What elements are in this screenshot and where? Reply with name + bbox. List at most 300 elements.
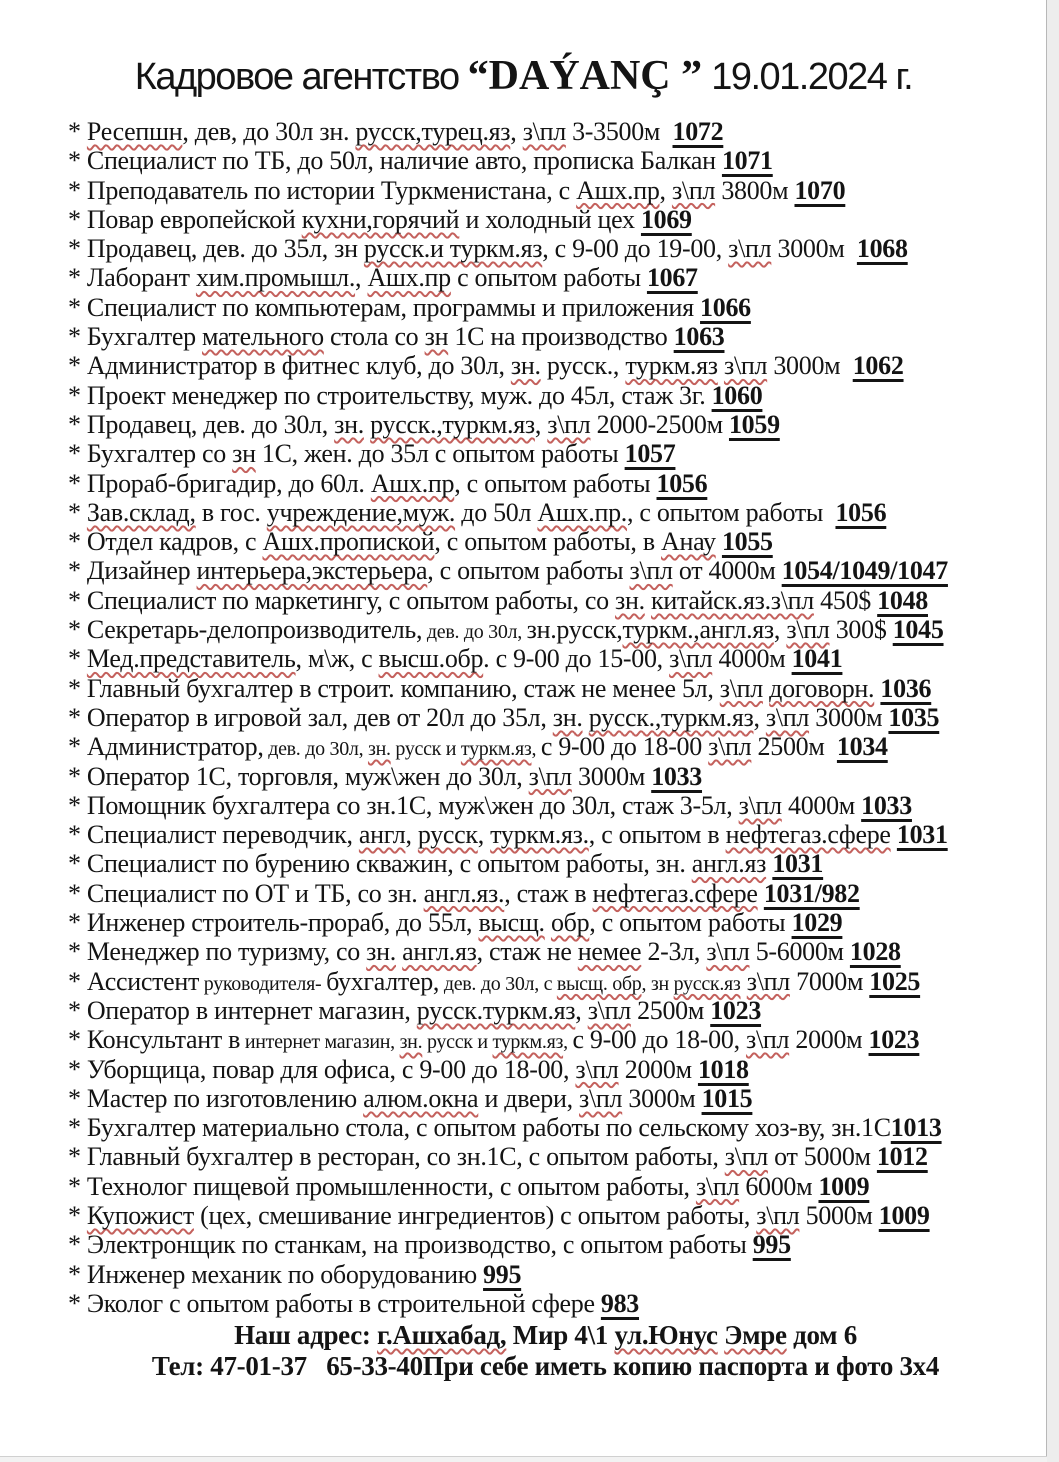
text-segment: туркм.яз <box>460 738 532 761</box>
text-segment: зн <box>424 322 449 352</box>
text-segment: з\пл <box>528 761 572 791</box>
text-segment: Ресепшн <box>86 117 183 146</box>
agency-address <box>44 1320 1047 1351</box>
text-segment: , <box>575 995 588 1025</box>
bullet-asterisk: * <box>68 439 87 469</box>
text-segment: Специалист по бурению скважин, с опытом работы, зн. <box>86 849 692 879</box>
text-segment: , с 9-00 до 19-00, <box>542 234 729 264</box>
text-segment: Продавец, дев. до 35л, зн <box>86 234 364 264</box>
text-segment: Специалист переводчик, <box>86 820 359 850</box>
text-segment: русск <box>417 820 478 850</box>
text-segment: зн. <box>552 702 583 732</box>
text-segment: 3800м <box>715 175 795 205</box>
text-segment: Инженер строитель-прораб, до 55л, <box>86 908 479 938</box>
job-listing-row <box>68 439 1047 468</box>
text-segment: (цех, смешивание ингредиентов) с опытом работы, <box>193 1200 757 1230</box>
bullet-asterisk: * <box>68 1259 87 1289</box>
job-listing-row <box>68 849 1047 878</box>
text-segment: Бухгалтер материально стола, с опытом работы по сельскому хоз-ву, зн.1С <box>86 1113 891 1143</box>
text-segment: Секретарь-делопроизводитель, <box>86 615 423 645</box>
text-segment: 7000м <box>789 966 870 996</box>
job-listing-row <box>68 967 1047 996</box>
text-segment: интернет магазин, <box>240 1031 400 1054</box>
text-segment: русск.,туркм.яз <box>588 702 754 732</box>
text-segment: Ашх.пропиской <box>262 527 435 557</box>
text-segment: англ.яз <box>691 849 767 879</box>
job-listing-row <box>68 615 1047 644</box>
text-segment: бухгалтер, <box>326 966 440 996</box>
bullet-asterisk: * <box>68 790 87 820</box>
bullet-asterisk: * <box>68 937 87 967</box>
text-segment: 2000м <box>618 1054 698 1084</box>
text-segment: з\пл <box>724 1142 768 1172</box>
text-segment: , с опытом работы <box>454 468 657 498</box>
bullet-asterisk: * <box>68 1142 87 1172</box>
job-listing-row <box>68 1084 1047 1113</box>
text-segment: , <box>753 702 766 732</box>
text-segment: 450$ <box>813 585 878 615</box>
vacancy-number: 1054/1049/1047 <box>781 556 948 586</box>
text-segment: англ <box>358 820 406 850</box>
vacancy-number: 1067 <box>646 263 698 293</box>
job-listing-row <box>68 205 1047 234</box>
bullet-asterisk: * <box>68 1230 87 1260</box>
text-segment: в гос. <box>195 497 267 527</box>
text-segment: з\пл <box>587 995 631 1025</box>
bullet-asterisk: * <box>68 351 87 381</box>
text-segment: стола со <box>323 322 425 352</box>
text-segment: высщ. <box>478 908 545 938</box>
vacancy-number: 1066 <box>700 292 751 322</box>
text-segment: русск.яз <box>673 972 741 995</box>
vacancy-number: 1057 <box>624 439 676 469</box>
bullet-asterisk: * <box>68 1113 87 1143</box>
vacancy-number: 995 <box>483 1259 522 1289</box>
text-segment: , <box>405 820 418 850</box>
vacancy-number: 1045 <box>892 615 944 645</box>
text-segment: 6000м <box>739 1171 819 1201</box>
text-segment: туркм.,англ.яз <box>622 615 774 645</box>
vacancy-number: 1012 <box>876 1142 928 1172</box>
vacancy-number: 1031 <box>772 849 824 879</box>
job-listing-row <box>68 176 1047 205</box>
job-listing-row <box>68 674 1047 703</box>
text-segment: зн. <box>510 351 541 381</box>
text-segment: Дизайнер <box>86 556 197 586</box>
text-segment: русск и <box>390 738 461 761</box>
text-segment: от 4000м <box>672 556 782 586</box>
text-segment: Администратор, <box>86 732 264 762</box>
text-segment: зн <box>232 439 256 469</box>
text-segment: Ашх.пр <box>370 468 455 498</box>
bullet-asterisk: * <box>68 497 87 527</box>
text-segment: с опытом работы <box>450 263 647 293</box>
text-segment: з\пл <box>738 790 782 820</box>
job-listing-row <box>68 117 1047 146</box>
job-listing-row <box>68 908 1047 937</box>
text-segment: 2500м <box>751 732 837 762</box>
vacancy-number: 1068 <box>856 234 908 264</box>
bullet-asterisk: * <box>68 878 87 908</box>
text-segment: Ашх.пр. <box>537 497 627 527</box>
job-listing-row <box>68 1055 1047 1084</box>
agency-title-text: Кадровое агентство <box>134 56 468 98</box>
text-segment: Бухгалтер со <box>86 439 233 469</box>
text-segment: з\пл <box>786 615 830 645</box>
vacancy-number: 1070 <box>794 175 846 205</box>
text-segment: з\пл <box>695 1171 740 1201</box>
text-segment: 300$ <box>829 615 893 645</box>
text-segment: зн. <box>366 937 396 967</box>
bullet-asterisk: * <box>68 644 87 674</box>
bullet-asterisk: * <box>68 322 87 352</box>
vacancy-number: 1034 <box>836 732 888 762</box>
text-segment: , <box>477 820 491 850</box>
bullet-asterisk: * <box>68 380 87 410</box>
vacancy-number: 1063 <box>673 322 725 352</box>
text-segment: , <box>534 409 548 439</box>
text-segment: 3-3500м <box>565 117 673 146</box>
text-segment: з\пл <box>745 1025 790 1055</box>
text-segment: Специалист по ОТ и ТБ, со зн. <box>86 878 424 908</box>
bullet-asterisk: * <box>68 527 87 557</box>
text-segment: з\пл <box>708 732 752 762</box>
text-segment: зн. <box>367 738 391 761</box>
text-segment: Оператор в игровой зал, дев от 20л до 35л, <box>86 702 553 732</box>
text-segment: туркм.яз <box>492 1031 564 1054</box>
text-segment: Мир 4\1 <box>506 1320 615 1351</box>
text-segment: Наш адрес: <box>234 1320 378 1351</box>
text-segment: , с опытом работы <box>589 908 792 938</box>
text-segment: дом 6 <box>786 1320 857 1351</box>
text-segment: Оператор 1С, торговля, муж\жен до 30л, <box>86 761 529 791</box>
text-segment: зн.русск, <box>526 615 623 645</box>
text-segment: Лаборант <box>86 263 196 293</box>
vacancy-number: 1013 <box>890 1113 942 1143</box>
bullet-asterisk: * <box>68 995 87 1025</box>
agency-brand-name: “DAÝANÇ ” <box>467 53 703 99</box>
text-segment: обр <box>550 908 590 938</box>
vacancy-number: 1028 <box>849 937 901 967</box>
text-segment: з\пл <box>575 1054 619 1084</box>
vacancy-number: 1031/982 <box>763 878 860 908</box>
text-segment: русск,турец.яз <box>355 117 511 146</box>
text-segment: Зав.склад, <box>86 497 196 527</box>
text-segment: дев. до 30л, с <box>439 972 557 995</box>
vacancy-number: 983 <box>600 1288 640 1318</box>
vacancy-number: 1035 <box>888 702 940 732</box>
text-segment: , с опытом работы <box>627 497 836 527</box>
job-listing-row <box>68 498 1047 527</box>
text-segment: русск.туркм.яз <box>416 995 576 1025</box>
vacancy-number: 1025 <box>869 966 921 996</box>
bullet-asterisk: * <box>68 1200 87 1230</box>
bullet-asterisk: * <box>68 146 87 176</box>
text-segment: Менеджер по туризму, со <box>86 937 367 967</box>
text-segment: с 9-00 до 18-00 <box>540 732 709 762</box>
text-segment: , с опытом работы <box>427 556 630 586</box>
vacancy-number: 1036 <box>880 673 932 703</box>
text-segment: з\пл <box>723 351 768 381</box>
text-segment: Бухгалтер <box>86 322 202 352</box>
job-listing-row <box>68 1201 1047 1230</box>
text-segment: Помощник бухгалтера со зн.1С, муж\жен до 30л, стаж 3-5л, <box>86 790 739 820</box>
text-segment: 4000м <box>781 790 862 820</box>
vacancy-number: 1060 <box>711 380 763 410</box>
text-segment: , с опытом работы, в <box>434 527 662 557</box>
job-listing-row <box>68 1289 1047 1318</box>
job-listing-row <box>68 1172 1047 1201</box>
job-listing-row <box>68 381 1047 410</box>
job-listing-row <box>68 762 1047 791</box>
job-listing-row <box>68 146 1047 175</box>
text-segment: Ашх.пр <box>367 263 451 293</box>
text-segment: дев. до 30л, <box>422 621 527 644</box>
text-segment: Преподаватель по истории Туркменистана, с <box>86 175 577 205</box>
text-segment: 2000-2500м <box>590 409 729 439</box>
vacancy-number: 995 <box>752 1230 791 1260</box>
text-segment: , стаж в <box>504 878 593 908</box>
bullet-asterisk: * <box>68 1025 87 1055</box>
text-segment: Главный бухгалтер в ресторан, со зн.1С, с опытом работы, <box>86 1142 725 1172</box>
job-listings-list <box>0 117 1047 1318</box>
vacancy-number: 1018 <box>697 1054 749 1084</box>
text-segment: з\пл <box>765 702 810 732</box>
text-segment: интерьера,экстерьера <box>196 556 428 586</box>
text-segment: алюм.окна <box>363 1083 479 1113</box>
text-segment: зн. <box>399 1031 423 1054</box>
job-listing-row <box>68 351 1047 380</box>
text-segment: англ.яз. <box>423 878 505 908</box>
job-listing-row <box>68 322 1047 351</box>
text-segment: учреждение,муж. <box>266 497 456 527</box>
bullet-asterisk: * <box>68 117 87 146</box>
vacancy-number: 1033 <box>651 761 703 791</box>
vacancy-number: 1069 <box>640 204 692 234</box>
job-listing-row <box>68 820 1047 849</box>
text-segment: Инженер механик по оборудованию <box>86 1259 484 1289</box>
text-segment: Электронщик по станкам, на производство, с опытом работы <box>86 1230 753 1260</box>
bullet-asterisk: * <box>68 1083 87 1113</box>
page-title <box>0 50 1047 111</box>
bullet-asterisk: * <box>68 673 87 703</box>
text-segment: Специалист по ТБ, до 50л, наличие авто, прописка Балкан <box>86 146 722 176</box>
agency-phone-note: Тел: 47-01-37 65-33-40При себе иметь копию паспорта и фото 3х4 <box>151 1351 940 1382</box>
text-segment: , м\ж, с <box>295 644 379 674</box>
job-listing-row <box>68 263 1047 292</box>
text-segment: Специалист по маркетингу, с опытом работы, со <box>86 585 615 615</box>
text-segment: , <box>510 117 523 146</box>
text-segment: Консультант в <box>86 1025 241 1055</box>
vacancy-number: 1056 <box>835 497 887 527</box>
text-segment: , <box>355 263 368 293</box>
job-listing-row <box>68 1230 1047 1259</box>
text-segment: Уборщица, повар для офиса, с 9-00 до 18-00, <box>86 1054 576 1084</box>
document-footer <box>0 1320 1047 1382</box>
text-segment: , стаж не <box>476 937 578 967</box>
text-segment: 3000м <box>571 761 652 791</box>
text-segment: з\пл <box>719 673 763 703</box>
text-segment: хим.промышл. <box>195 263 356 293</box>
text-segment: Специалист по компьютерам, программы и приложения <box>86 292 701 322</box>
text-segment: 4000м <box>712 644 792 674</box>
vacancy-number: 1009 <box>878 1200 930 1230</box>
vacancy-number: 1071 <box>721 146 773 176</box>
text-segment: Оператор в интернет магазин, <box>86 995 417 1025</box>
text-segment: , <box>659 175 672 205</box>
text-segment: з\пл <box>706 937 750 967</box>
text-segment: 5000м <box>799 1200 879 1230</box>
bullet-asterisk: * <box>68 966 87 996</box>
job-listing-row <box>68 1025 1047 1054</box>
bullet-asterisk: * <box>68 234 87 264</box>
bullet-asterisk: * <box>68 761 87 791</box>
text-segment: , <box>773 615 787 645</box>
text-segment: Эколог с опытом работы в строительной сфере <box>86 1288 601 1318</box>
text-segment: 1С на производство <box>448 322 674 352</box>
text-segment: 3000м <box>622 1083 702 1113</box>
text-segment: з\пл <box>579 1083 623 1113</box>
job-listing-row <box>68 879 1047 908</box>
vacancy-number: 1055 <box>721 527 773 557</box>
text-segment: китайск.яз.з\пл <box>651 585 814 615</box>
text-segment: Администратор в фитнес клуб, до 30л, <box>86 351 511 381</box>
bullet-asterisk: * <box>68 849 87 879</box>
job-listing-row <box>68 293 1047 322</box>
bullet-asterisk: * <box>68 908 87 938</box>
text-segment: руководителя- <box>199 972 327 995</box>
text-segment: Повар европейской <box>86 204 302 234</box>
text-segment: з\пл <box>629 556 673 586</box>
page-right-edge <box>1046 0 1059 1462</box>
vacancy-number: 1059 <box>728 409 780 439</box>
text-segment: з\пл <box>669 644 713 674</box>
text-segment: русск.и туркм.яз <box>363 234 543 264</box>
text-segment: , с опытом в <box>588 820 726 850</box>
bullet-asterisk: * <box>68 204 87 234</box>
bullet-asterisk: * <box>68 1288 87 1318</box>
text-segment: Мед.представитель <box>86 644 296 674</box>
text-segment: 1С, жен. до 35л с опытом работы <box>255 439 625 469</box>
text-segment: з\пл <box>547 409 591 439</box>
job-listing-row <box>68 791 1047 820</box>
text-segment: нефтегаз.сфере <box>725 820 891 850</box>
text-segment: англ.яз <box>402 937 477 967</box>
text-segment: зн. <box>334 409 364 439</box>
text-segment: и двери, <box>478 1083 580 1113</box>
job-listing-row <box>68 1142 1047 1171</box>
text-segment: з\пл <box>522 117 566 146</box>
vacancy-number: 1009 <box>818 1171 870 1201</box>
vacancy-number: 1056 <box>656 468 708 498</box>
vacancy-number: 1023 <box>868 1025 920 1055</box>
text-segment: Проект менеджер по строительству, муж. до 45л, стаж 3г. <box>86 380 712 410</box>
text-segment: высщ. обр <box>556 972 642 995</box>
text-segment: немее <box>577 937 642 967</box>
bullet-asterisk: * <box>68 615 87 645</box>
text-segment: Ассистент <box>86 966 200 996</box>
vacancy-number: 1031 <box>896 820 948 850</box>
text-segment: 2-3л, <box>641 937 707 967</box>
bullet-asterisk: * <box>68 702 87 732</box>
document-date: 19.01.2024 г. <box>702 56 913 98</box>
text-segment: 5-6000м <box>749 937 850 967</box>
text-segment: , <box>531 738 541 761</box>
bullet-asterisk: * <box>68 1171 87 1201</box>
vacancy-number: 1048 <box>877 585 928 615</box>
text-segment: ул.Юнус <box>614 1320 718 1351</box>
text-segment: , зн <box>641 972 674 995</box>
job-listing-row <box>68 732 1047 761</box>
text-segment: 2000м <box>789 1025 869 1055</box>
bullet-asterisk: * <box>68 263 87 293</box>
vacancy-number: 1072 <box>672 117 724 146</box>
text-segment: з\пл <box>728 234 772 264</box>
vacancy-number: 1041 <box>791 644 843 674</box>
job-listing-row <box>68 1113 1047 1142</box>
job-listing-row <box>68 937 1047 966</box>
job-listing-row <box>68 556 1047 585</box>
vacancy-number: 1023 <box>710 995 762 1025</box>
text-segment: Анау <box>661 527 716 557</box>
vacancy-number: 1033 <box>861 790 912 820</box>
job-listing-row <box>68 586 1047 615</box>
text-segment: Купожист <box>86 1200 194 1230</box>
text-segment: Прораб-бригадир, до 60л. <box>86 468 371 498</box>
text-segment: русск.,туркм.яз <box>370 409 535 439</box>
bullet-asterisk: * <box>68 175 87 205</box>
job-listing-row <box>68 469 1047 498</box>
text-segment: зн. <box>615 585 645 615</box>
text-segment: 3000м <box>809 702 889 732</box>
vacancy-number: 1015 <box>701 1083 753 1113</box>
job-listing-row <box>68 996 1047 1025</box>
vacancy-number: 1062 <box>852 351 904 381</box>
bullet-asterisk: * <box>68 585 87 615</box>
job-listing-row <box>68 234 1047 263</box>
text-segment: . с 9-00 до 15-00, <box>483 644 670 674</box>
text-segment: , дев, до 30л зн. <box>182 117 356 146</box>
vacancy-number: 1029 <box>791 908 843 938</box>
text-segment: дев. до 30л, <box>263 738 368 761</box>
text-segment: Ашх.пр <box>576 175 660 205</box>
text-segment: от 5000м <box>767 1142 877 1172</box>
text-segment: Мастер по изготовлению <box>86 1083 364 1113</box>
text-segment: мательного <box>202 322 324 352</box>
text-segment: Эмре <box>724 1320 787 1351</box>
text-segment: туркм.яз <box>625 351 718 381</box>
bullet-asterisk: * <box>68 409 87 439</box>
bullet-asterisk: * <box>68 1054 87 1084</box>
page-bottom-edge <box>0 1456 1047 1462</box>
text-segment: с 9-00 до 18-00, <box>572 1025 746 1055</box>
text-segment: нефтегаз.сфере <box>592 878 758 908</box>
text-segment: высш.обр <box>378 644 484 674</box>
job-listing-row <box>68 410 1047 439</box>
text-segment: и холодный цех <box>459 204 641 234</box>
text-segment: кухни,горячий <box>301 204 460 234</box>
job-listing-row <box>68 703 1047 732</box>
text-segment: Отдел кадров, с <box>86 527 263 557</box>
text-segment: , <box>563 1031 573 1054</box>
bullet-asterisk: * <box>68 820 87 850</box>
text-segment: Продавец, дев. до 30л, <box>86 409 335 439</box>
job-listing-row <box>68 527 1047 556</box>
job-listing-row <box>68 1260 1047 1289</box>
text-segment: з\пл <box>746 966 790 996</box>
text-segment: 3000м <box>767 351 853 381</box>
text-segment: 2500м <box>630 995 711 1025</box>
